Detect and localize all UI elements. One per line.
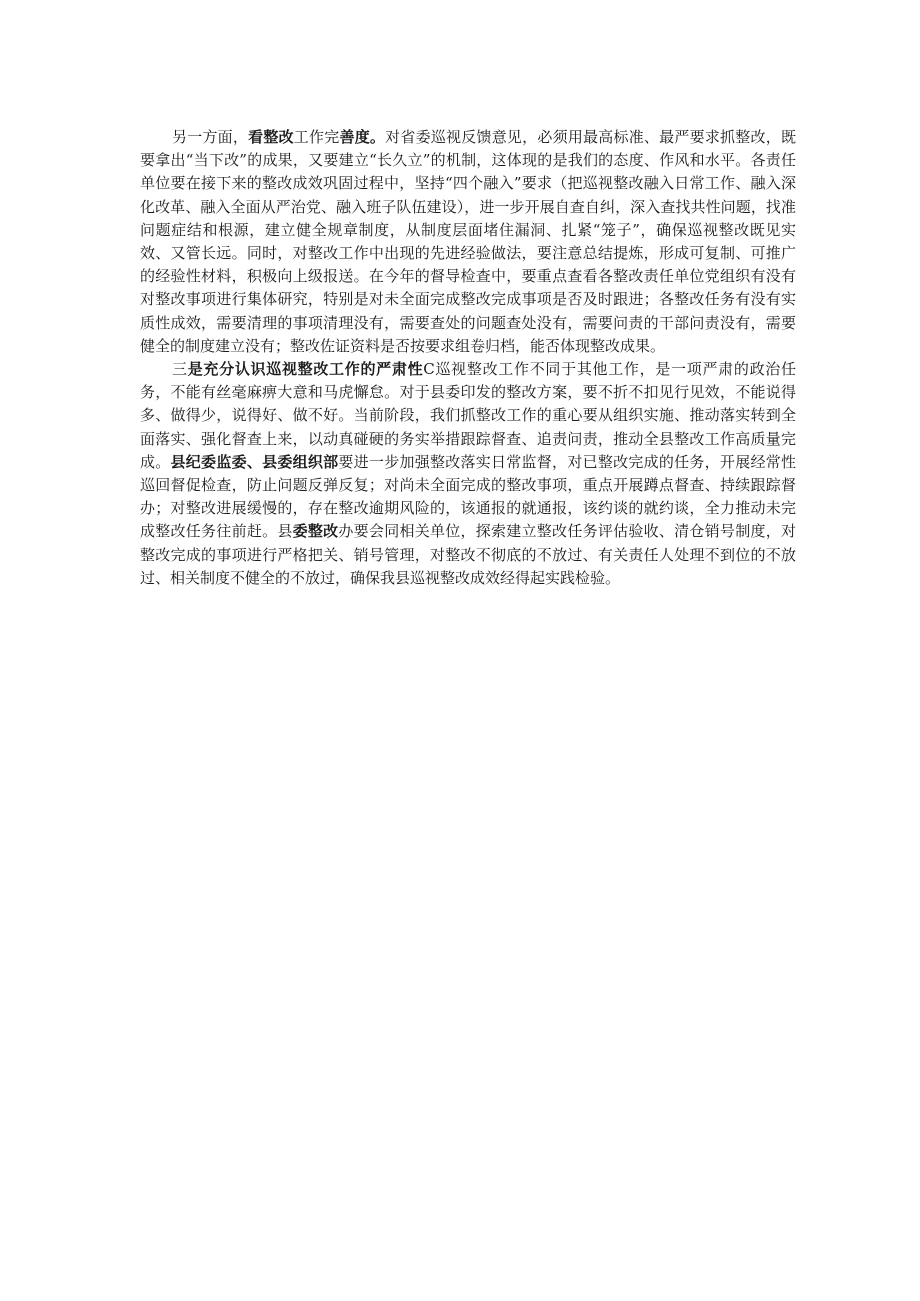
paragraph-2 bbox=[140, 358, 796, 590]
document-body bbox=[140, 126, 796, 590]
paragraph-1-bold-2: 善度。 bbox=[339, 128, 386, 146]
paragraph-2-text-2: C巡视整改工作不同于其他工作，是一项严肃的政治任务，不能有丝毫麻痹大意和马虎懈怠。对于县委印发的整改方案，要不折不扣见行见效，不能说得多、做得少，说得好、做不好。当前阶段，我们抓整改工作的重心要从组织实施、推动落实转到全面落实、强化督查上来，以动真碰硬的务实举措跟踪督查、追责问责，推动全县整改工作高质量完成。 bbox=[140, 360, 796, 471]
paragraph-1-text-3: 对省委巡视反馈意见，必须用最高标准、最严要求抓整改，既要拿出“当下改”的成果，又要建立“长久立”的机制，这体现的是我们的态度、作风和水平。各责任单位要在接下来的整改成效巩固过程中，坚持“四个融入”要求（把巡视整改融入日常工作、融入深化改革、融入全面从严治党、融入班子队伍建设），进一步开展自查自纠，深入查找共性问题，找准问题症结和根源，建立健全规章制度，从制度层面堵住漏洞、扎紧“笼子”，确保巡视整改既见实效、又管长远。同时，对整改工作中出现的先进经验做法，要注意总结提炼，形成可复制、可推广的经验性材料，积极向上级报送。在今年的督导检查中，要重点查看各整改责任单位党组织有没有对整改事项进行集体研究，特别是对未全面完成整改完成事项是否及时跟进；各整改任务有没有实质性成效，需要清理的事项清理没有，需要查处的问题查处没有，需要问责的干部问责没有，需要健全的制度建立没有；整改佐证资料是否按要求组卷归档，能否体现整改成果。 bbox=[140, 128, 796, 355]
paragraph-2-bold-3: 委整改 bbox=[292, 522, 339, 541]
paragraph-1-text-1: 另一方面， bbox=[172, 128, 249, 146]
paragraph-1 bbox=[140, 126, 796, 358]
paragraph-2-bold-1: 是充分认识巡视整改工作的严肃性 bbox=[187, 360, 424, 379]
paragraph-1-bold-1: 看整改 bbox=[248, 128, 294, 146]
paragraph-1-text-2: 工作完 bbox=[293, 128, 340, 146]
paragraph-2-text-4: 办要会同相关单位，探索建立整改任务评估验收、清仓销号制度，对整改完成的事项进行严格把关、销号管理，对整改不彻底的不放过、有关责任人处理不到位的不放过、相关制度不健全的不放过，确保我县巡视整改成效经得起实践检验。 bbox=[140, 522, 796, 587]
paragraph-2-text-3: 要进一步加强整改落实日常监督，对已整改完成的任务，开展经常性巡回督促检查，防止问题反弹反复；对尚未全面完成的整改事项，重点开展蹲点督查、持续跟踪督办；对整改进展缓慢的，存在整改逾期风险的，该通报的就通报，该约谈的就约谈，全力推动未完成整改任务往前赶。县 bbox=[140, 452, 796, 541]
paragraph-2-text-1: 三 bbox=[172, 360, 188, 379]
paragraph-2-bold-2: 县纪委监委、县委组织部 bbox=[170, 452, 339, 471]
